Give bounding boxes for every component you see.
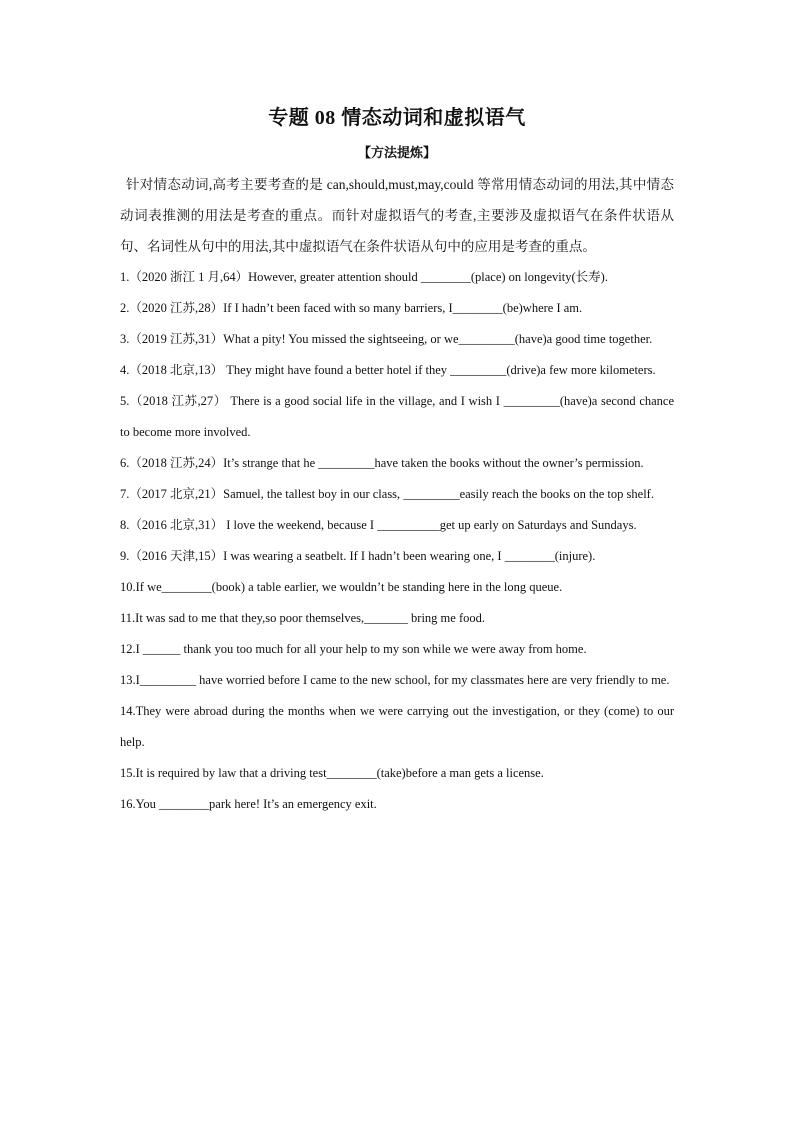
question-text: 6.（2018 江苏,24）It’s strange that he bbox=[120, 456, 319, 470]
question-text-end: (place) on longevity(长寿). bbox=[470, 270, 608, 284]
question-item bbox=[120, 262, 674, 293]
answer-blank[interactable]: ________ bbox=[420, 270, 471, 284]
question-item bbox=[120, 510, 674, 541]
intro-paragraph: 针对情态动词,高考主要考查的是 can,should,must,may,could 等常用情态动词的用法,其中情态动词表推测的用法是考查的重点。而针对虚拟语气的考查,主要涉及虚拟语气在条件状语从句、名词性从句中的用法,其中虚拟语气在条件状语从句中的应用是考查的重点。 bbox=[120, 177, 674, 254]
answer-blank[interactable]: ______ bbox=[142, 642, 181, 656]
question-text: 1.（2020 浙江 1 月,64）However, greater attention should bbox=[120, 270, 421, 284]
question-item bbox=[120, 634, 674, 665]
answer-blank[interactable]: ________ bbox=[161, 580, 212, 594]
question-text-end: (take)before a man gets a license. bbox=[376, 766, 544, 780]
question-text-end: bring me food. bbox=[407, 611, 485, 625]
document-page bbox=[120, 100, 674, 820]
question-text: 14.They were abroad during the months when we were carrying out the investigation, or they (come) to our help. bbox=[120, 704, 674, 749]
question-text-end: (book) a table earlier, we wouldn’t be standing here in the long queue. bbox=[211, 580, 563, 594]
question-text-end: park here! It’s an emergency exit. bbox=[209, 797, 377, 811]
answer-blank[interactable]: _________ bbox=[403, 487, 460, 501]
question-text: 15.It is required by law that a driving test bbox=[120, 766, 327, 780]
question-text-end: thank you too much for all your help to my son while we were away from home. bbox=[180, 642, 587, 656]
question-text: 4.（2018 北京,13） They might have found a better hotel if they bbox=[120, 363, 451, 377]
question-text: 12.I bbox=[120, 642, 143, 656]
question-text-end: (drive)a few more kilometers. bbox=[506, 363, 656, 377]
question-text-end: (be)where I am. bbox=[502, 301, 583, 315]
question-text: 13.I bbox=[120, 673, 140, 687]
question-text-end: have taken the books without the owner’s permission. bbox=[374, 456, 644, 470]
question-item bbox=[120, 293, 674, 324]
question-item bbox=[120, 386, 674, 448]
question-text: 3.（2019 江苏,31）What a pity! You missed the sightseeing, or we bbox=[120, 332, 459, 346]
question-text-end: (have)a second chance to become more involved. bbox=[120, 394, 675, 439]
question-item bbox=[120, 448, 674, 479]
question-text: 16.You bbox=[120, 797, 160, 811]
answer-blank[interactable]: _________ bbox=[318, 456, 375, 470]
question-item bbox=[120, 479, 674, 510]
question-item bbox=[120, 541, 674, 572]
answer-blank[interactable]: _______ bbox=[364, 611, 408, 625]
question-text: 8.（2016 北京,31） I love the weekend, because I bbox=[120, 518, 378, 532]
section-heading: 【方法提炼】 bbox=[357, 145, 436, 160]
answer-blank[interactable]: __________ bbox=[377, 518, 440, 532]
question-item bbox=[120, 758, 674, 789]
answer-blank[interactable]: _________ bbox=[458, 332, 515, 346]
question-text-end: easily reach the books on the top shelf. bbox=[459, 487, 654, 501]
question-item bbox=[120, 324, 674, 355]
question-text: 5.（2018 江苏,27） There is a good social life in the village, and I wish I bbox=[120, 394, 504, 408]
answer-blank[interactable]: ________ bbox=[159, 797, 210, 811]
question-item bbox=[120, 696, 674, 758]
question-list bbox=[120, 262, 674, 820]
question-text-end: have worried before I came to the new school, for my classmates here are very friendly to me. bbox=[196, 673, 670, 687]
question-text: 10.If we bbox=[120, 580, 162, 594]
question-text-end: (have)a good time together. bbox=[514, 332, 653, 346]
question-text: 7.（2017 北京,21）Samuel, the tallest boy in our class, bbox=[120, 487, 404, 501]
answer-blank[interactable]: _________ bbox=[450, 363, 507, 377]
answer-blank[interactable]: _________ bbox=[503, 394, 560, 408]
answer-blank[interactable]: ________ bbox=[504, 549, 555, 563]
question-text: 11.It was sad to me that they,so poor themselves, bbox=[120, 611, 365, 625]
answer-blank[interactable]: _________ bbox=[139, 673, 197, 687]
question-text: 9.（2016 天津,15）I was wearing a seatbelt. If I hadn’t been wearing one, I bbox=[120, 549, 505, 563]
question-item bbox=[120, 572, 674, 603]
question-text-end: (injure). bbox=[554, 549, 596, 563]
question-text: 2.（2020 江苏,28）If I hadn’t been faced with so many barriers, I bbox=[120, 301, 453, 315]
question-text-end: get up early on Saturdays and Sundays. bbox=[439, 518, 637, 532]
answer-blank[interactable]: ________ bbox=[326, 766, 377, 780]
question-item bbox=[120, 789, 674, 820]
question-item bbox=[120, 603, 674, 634]
document-title: 专题 08 情态动词和虚拟语气 bbox=[268, 107, 526, 129]
question-item bbox=[120, 665, 674, 696]
answer-blank[interactable]: ________ bbox=[452, 301, 503, 315]
question-item bbox=[120, 355, 674, 386]
